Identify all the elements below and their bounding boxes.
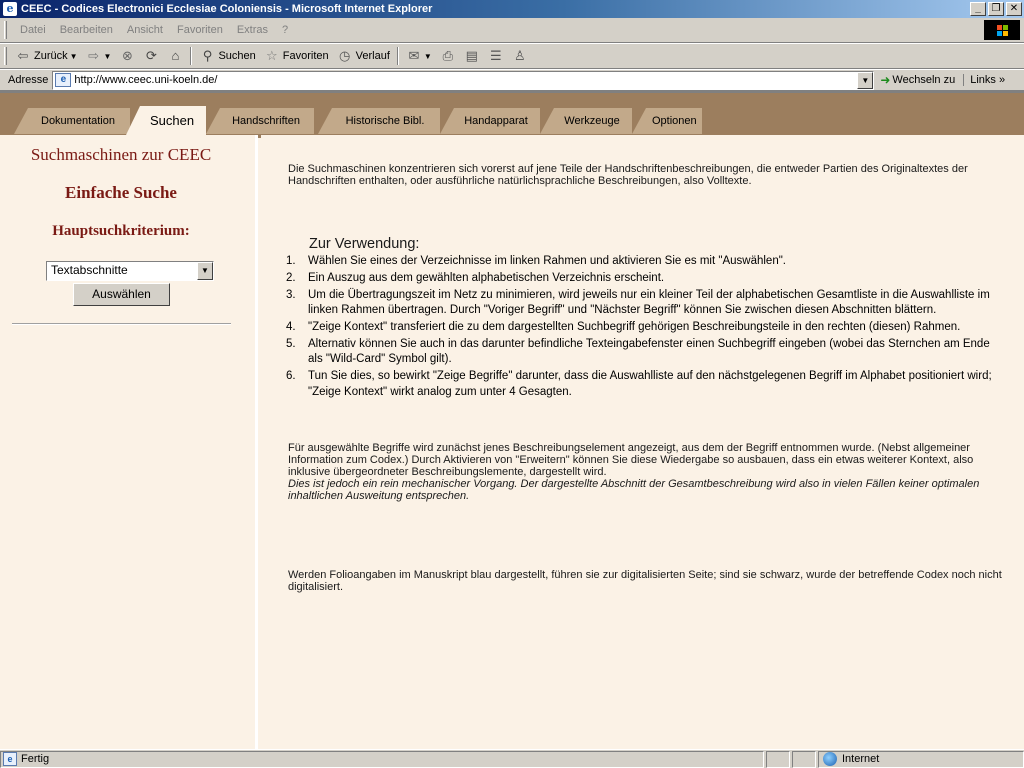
toolbar-separator <box>397 47 399 65</box>
zone-label: Internet <box>842 753 880 765</box>
menu-datei[interactable]: Datei <box>20 24 46 36</box>
menu-grip[interactable] <box>4 21 7 39</box>
menu-favoriten[interactable]: Favoriten <box>176 24 223 36</box>
history-icon: ◷ <box>338 48 351 63</box>
page-icon: e <box>55 73 71 87</box>
menu-ansicht[interactable]: Ansicht <box>126 24 163 36</box>
main-criterion-label: Hauptsuchkriterium: <box>52 223 190 239</box>
divider <box>12 323 231 325</box>
list-item: 2. Ein Auszug aus dem gewählten alphabetischen Verzeichnis erscheint. <box>286 271 665 284</box>
folio-paragraph: Werden Folioangaben im Manuskript blau dargestellt, führen sie zur digitalisierten Seite; sind sie schwarz, wurde der betreffende Codex noch nicht digitalisiert. <box>288 569 1002 593</box>
minimize-button[interactable]: _ <box>970 2 986 16</box>
forward-dropdown-icon[interactable]: ▼ <box>103 51 112 61</box>
maximize-button[interactable]: ❐ <box>988 2 1004 16</box>
go-button[interactable] <box>880 73 955 87</box>
toolbar-grip[interactable] <box>4 47 7 65</box>
tab-optionen[interactable] <box>632 108 702 134</box>
favorites-icon: ☆ <box>265 48 278 63</box>
tab-dokumentation[interactable] <box>14 108 130 134</box>
tab-label: Handschriften <box>232 115 300 127</box>
status-main <box>0 751 764 768</box>
windows-logo-icon <box>984 20 1020 40</box>
status-text: Fertig <box>21 753 50 765</box>
search-label: Suchen <box>218 50 256 62</box>
tab-suchen[interactable] <box>126 106 206 135</box>
tab-label: Optionen <box>652 115 697 127</box>
forward-button[interactable] <box>82 46 116 66</box>
menu-bearbeiten[interactable]: Bearbeiten <box>59 24 113 36</box>
menu-bar <box>0 18 1024 43</box>
list-item: 3. Um die Übertragungszeit im Netz zu minimieren, wird jeweils nur ein kleiner Teil der alphabetischen Gesamtliste in die Auswahlliste im linken Rahmen übertragen. Durch "Voriger Begriff" und "Nächster Begriff" können Sie zwischen diesen Abschnitten blättern. <box>286 288 990 317</box>
security-zone[interactable] <box>818 751 1024 768</box>
url-text[interactable]: http://www.ceec.uni-koeln.de/ <box>74 74 218 86</box>
standard-toolbar <box>0 43 1024 69</box>
search-icon: ⚲ <box>202 48 213 63</box>
back-button[interactable] <box>11 46 82 66</box>
discuss-button[interactable] <box>484 46 508 66</box>
discuss-icon: ☰ <box>489 48 502 63</box>
tab-historische-bibl[interactable] <box>318 108 440 134</box>
tab-label: Werkzeuge <box>564 115 620 127</box>
mail-dropdown-icon[interactable]: ▼ <box>423 51 432 61</box>
tab-strip <box>0 93 1024 138</box>
favorites-button[interactable] <box>260 46 333 66</box>
forward-arrow-icon: ⇨ <box>88 48 99 63</box>
list-item: 6. Tun Sie dies, so bewirkt "Zeige Begriffe" darunter, dass die Auswahlliste auf den nächstgelegenen Begriff im Alphabet positioniert wird; "Zeige Kontext" wirkt analog zum unter 4 Gesagten. <box>286 370 992 398</box>
refresh-button[interactable] <box>139 46 163 66</box>
globe-icon <box>823 752 837 766</box>
links-button[interactable]: Links » <box>963 74 1005 86</box>
stop-icon: ⊗ <box>122 48 133 63</box>
back-arrow-icon: ⇦ <box>17 48 29 63</box>
context-text: Für ausgewählte Begriffe wird zunächst jenes Beschreibungselement angezeigt, aus dem der Begriff entnommen wurde. (Nebst allgemeiner Information zum Codex.) Durch Aktivieren von "Erweitern" können Sie diese Wiedergabe so ausbauen, dass ein etwas weiterer Kontext, also inklusive übergeordneter Beschreibungslemente, dargestellt wird. <box>288 442 974 478</box>
tab-handapparat[interactable] <box>440 108 540 134</box>
page-viewport <box>0 91 1024 749</box>
address-dropdown-icon[interactable]: ▼ <box>857 72 873 89</box>
window-controls <box>968 2 1022 16</box>
window-title: CEEC - Codices Electronici Ecclesiae Coloniensis - Microsoft Internet Explorer <box>21 3 433 15</box>
status-panel <box>766 751 790 768</box>
criterion-select[interactable] <box>46 261 214 281</box>
usage-title: Zur Verwendung: <box>309 236 420 252</box>
print-icon: ⎙ <box>442 48 454 63</box>
mail-button[interactable] <box>402 46 436 66</box>
usage-steps <box>288 254 1000 401</box>
go-arrow-icon: ➜ <box>880 73 891 87</box>
search-engines-heading: Suchmaschinen zur CEEC <box>30 145 212 164</box>
history-label: Verlauf <box>355 50 390 62</box>
address-field[interactable] <box>52 71 874 90</box>
tab-label: Historische Bibl. <box>345 115 425 127</box>
right-frame <box>261 135 1024 749</box>
status-panel <box>792 751 816 768</box>
toolbar-separator <box>190 47 192 65</box>
home-button[interactable] <box>163 46 187 66</box>
edit-button[interactable] <box>460 46 484 66</box>
intro-paragraph: Die Suchmaschinen konzentrieren sich vorerst auf jene Teile der Handschriftenbeschreibungen, die entweder Partien des Originaltextes der Handschriften enthalten, oder ausführliche natürlichsprachliche Beschreibungen, also Volltexte. <box>288 163 968 187</box>
go-label: Wechseln zu <box>892 74 956 86</box>
title-bar <box>0 0 1024 18</box>
stop-button[interactable] <box>115 46 139 66</box>
chevron-down-icon[interactable]: ▼ <box>197 262 213 280</box>
criterion-select-value: Textabschnitte <box>51 263 128 277</box>
search-button[interactable] <box>195 46 259 66</box>
menu-extras[interactable]: Extras <box>236 24 269 36</box>
refresh-icon: ⟳ <box>146 48 157 63</box>
status-bar <box>0 749 1024 768</box>
simple-search-heading: Einfache Suche <box>65 183 177 202</box>
menu-help[interactable]: ? <box>282 24 289 36</box>
mail-icon: ✉ <box>408 48 420 63</box>
select-button[interactable]: Auswählen <box>73 283 170 306</box>
context-note-italic: Dies ist jedoch ein rein mechanischer Vorgang. Der dargestellte Abschnitt der Gesamtbeschreibung wird also in vielen Fällen keiner optimalen inhaltlichen Ausweitung entsprechen. <box>288 478 980 502</box>
print-button[interactable] <box>436 46 460 66</box>
tab-werkzeuge[interactable] <box>540 108 632 134</box>
tab-label: Suchen <box>149 113 195 128</box>
address-label: Adresse <box>8 74 49 86</box>
page-done-icon: e <box>3 752 17 766</box>
tab-label: Handapparat <box>464 115 528 127</box>
home-icon: ⌂ <box>171 48 180 63</box>
left-frame <box>0 135 258 749</box>
messenger-icon: ♙ <box>513 48 526 63</box>
context-paragraph <box>288 442 1004 502</box>
back-dropdown-icon[interactable]: ▼ <box>69 51 78 61</box>
address-bar <box>0 69 1024 91</box>
list-item: 4. "Zeige Kontext" transferiert die zu dem dargestellten Suchbegriff gehörigen Beschreibungsteile in den rechten (diesen) Rahmen. <box>286 320 961 333</box>
edit-icon: ▤ <box>465 48 478 63</box>
history-button[interactable] <box>333 46 394 66</box>
ie-logo-icon[interactable]: e <box>3 2 17 16</box>
favorites-label: Favoriten <box>282 50 329 62</box>
tab-handschriften[interactable] <box>206 108 314 134</box>
back-label: Zurück <box>34 50 68 62</box>
close-button[interactable]: ✕ <box>1006 2 1022 16</box>
list-item: 5. Alternativ können Sie auch in das darunter befindliche Texteingabefenster einen Suchbegriff eingeben (wobei das Sternchen am Ende als "Wild-Card" Symbol gilt). <box>286 337 990 366</box>
messenger-button[interactable] <box>508 46 532 66</box>
list-item: 1. Wählen Sie eines der Verzeichnisse im linken Rahmen und aktivieren Sie es mit "Auswählen". <box>286 255 786 267</box>
tab-label: Dokumentation <box>41 115 115 127</box>
